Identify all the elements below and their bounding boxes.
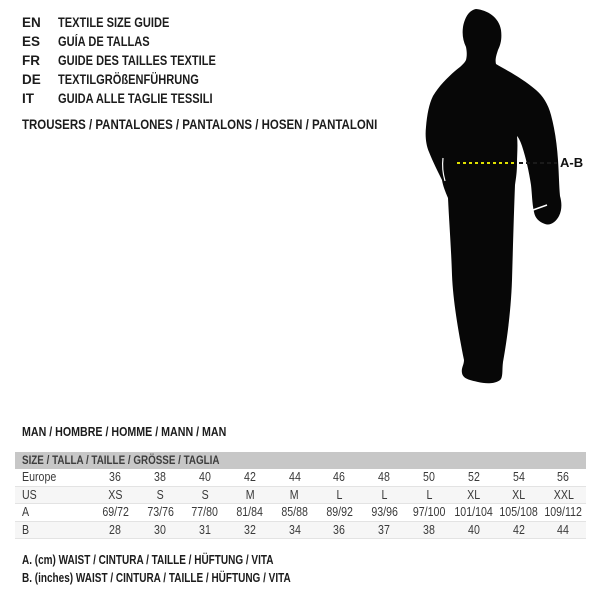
table-cell bbox=[451, 488, 496, 502]
table-cell bbox=[93, 488, 138, 502]
table-cell bbox=[272, 470, 317, 484]
table-row-label bbox=[15, 523, 93, 537]
language-code: DE bbox=[22, 72, 41, 87]
table-row-label-text: A bbox=[22, 505, 30, 520]
table-cell-text: 73/76 bbox=[146, 505, 174, 520]
language-row bbox=[22, 70, 251, 89]
table-cell-text: 32 bbox=[243, 522, 256, 537]
table-cell-text: 109/112 bbox=[544, 505, 583, 520]
table-cell-text: 28 bbox=[109, 522, 122, 537]
table-cell-text: 31 bbox=[199, 522, 211, 537]
table-cell bbox=[362, 505, 407, 519]
size-table-header bbox=[15, 452, 586, 469]
table-cell bbox=[227, 470, 272, 484]
waist-measure-line-on-body bbox=[457, 162, 517, 164]
table-cell bbox=[138, 523, 183, 537]
table-cell bbox=[138, 488, 183, 502]
measure-label: A-B bbox=[560, 155, 584, 170]
table-cell-text: M bbox=[245, 487, 255, 502]
table-cell bbox=[496, 470, 541, 484]
table-cell bbox=[272, 505, 317, 519]
table-cell bbox=[407, 523, 452, 537]
table-cell-text: 46 bbox=[333, 470, 346, 485]
table-cell bbox=[407, 470, 452, 484]
table-cell-text: XL bbox=[512, 487, 526, 502]
footnote-a bbox=[22, 553, 336, 568]
table-cell bbox=[93, 523, 138, 537]
table-cell bbox=[183, 488, 228, 502]
table-cell bbox=[317, 505, 362, 519]
table-row-label-text: Europe bbox=[22, 470, 57, 485]
language-label: TEXTILGRÖßENFÜHRUNG bbox=[58, 72, 199, 87]
table-cell-text: 40 bbox=[467, 522, 480, 537]
table-cell bbox=[362, 523, 407, 537]
size-table-rows bbox=[15, 469, 586, 539]
table-row-label bbox=[15, 470, 93, 484]
table-cell bbox=[496, 488, 541, 502]
table-cell bbox=[93, 505, 138, 519]
table-cell-text: XXL bbox=[553, 487, 574, 502]
language-row bbox=[22, 51, 251, 70]
table-cell bbox=[317, 470, 362, 484]
table-row bbox=[15, 487, 586, 505]
table-cell bbox=[138, 505, 183, 519]
table-cell-text: 34 bbox=[288, 522, 301, 537]
table-row-label-text: B bbox=[22, 522, 30, 537]
table-cell bbox=[183, 470, 228, 484]
table-cell-text: 36 bbox=[109, 470, 122, 485]
table-cell-text: 101/104 bbox=[454, 505, 494, 520]
table-cell-text: M bbox=[290, 487, 300, 502]
table-cell-text: 52 bbox=[467, 470, 480, 485]
footnote-b bbox=[22, 571, 358, 586]
table-cell bbox=[451, 523, 496, 537]
table-cell bbox=[227, 488, 272, 502]
table-cell bbox=[227, 523, 272, 537]
table-cell bbox=[451, 470, 496, 484]
table-row-label bbox=[15, 505, 93, 519]
language-row bbox=[22, 13, 251, 32]
language-code: IT bbox=[22, 91, 34, 106]
table-cell bbox=[541, 523, 586, 537]
table-cell-text: 85/88 bbox=[281, 505, 308, 520]
table-cell bbox=[541, 505, 586, 519]
category-title-text: TROUSERS / PANTALONES / PANTALONS / HOSEN / PANTALONI bbox=[22, 116, 378, 132]
table-cell-text: 40 bbox=[199, 470, 211, 485]
table-cell bbox=[362, 470, 407, 484]
table-row-label bbox=[15, 488, 93, 502]
language-label: GUIDE DES TAILLES TEXTILE bbox=[58, 53, 216, 68]
table-cell bbox=[496, 505, 541, 519]
language-label: GUIDA ALLE TAGLIE TESSILI bbox=[58, 91, 213, 106]
table-cell-text: 69/72 bbox=[102, 505, 129, 520]
table-cell-text: 93/96 bbox=[370, 505, 398, 520]
table-cell-text: L bbox=[381, 487, 388, 502]
size-table-header-text: SIZE / TALLA / TAILLE / GRÖSSE / TAGLIA bbox=[22, 453, 220, 467]
table-cell bbox=[138, 470, 183, 484]
table-cell-text: 48 bbox=[378, 470, 391, 485]
table-row bbox=[15, 504, 586, 522]
table-cell-text: 42 bbox=[243, 470, 256, 485]
language-label: GUÍA DE TALLAS bbox=[58, 34, 150, 49]
table-cell-text: 81/84 bbox=[236, 505, 264, 520]
language-code: ES bbox=[22, 34, 41, 49]
table-cell bbox=[272, 488, 317, 502]
man-silhouette-svg bbox=[390, 0, 600, 410]
language-code: FR bbox=[22, 53, 40, 68]
table-cell-text: 42 bbox=[512, 522, 525, 537]
man-silhouette-figure bbox=[390, 0, 600, 410]
table-cell-text: L bbox=[426, 487, 432, 502]
table-cell-text: 44 bbox=[288, 470, 301, 485]
table-cell bbox=[272, 523, 317, 537]
footnote-b-text: B. (inches) WAIST / CINTURA / TAILLE / HÜFTUNG / VITA bbox=[22, 571, 291, 585]
table-cell bbox=[541, 488, 586, 502]
table-cell-text: S bbox=[156, 487, 164, 502]
table-cell bbox=[496, 523, 541, 537]
table-cell-text: 54 bbox=[512, 470, 525, 485]
table-cell bbox=[407, 505, 452, 519]
footnote-a-text: A. (cm) WAIST / CINTURA / TAILLE / HÜFTUNG / VITA bbox=[22, 553, 274, 567]
table-cell-text: 38 bbox=[423, 522, 435, 537]
table-cell-text: S bbox=[201, 487, 209, 502]
table-row bbox=[15, 469, 586, 487]
table-cell bbox=[183, 523, 228, 537]
language-row bbox=[22, 32, 251, 51]
table-cell-text: XL bbox=[467, 487, 481, 502]
table-cell-text: 37 bbox=[378, 522, 391, 537]
language-row bbox=[22, 89, 251, 108]
waist-measure-line-off-body bbox=[519, 162, 557, 164]
table-cell-text: 30 bbox=[154, 522, 167, 537]
table-row bbox=[15, 522, 586, 540]
table-cell-text: 77/80 bbox=[191, 505, 219, 520]
table-cell-text: 44 bbox=[557, 522, 570, 537]
gender-title bbox=[22, 424, 271, 439]
man-silhouette-path bbox=[426, 9, 562, 383]
table-cell-text: 97/100 bbox=[412, 505, 446, 520]
table-cell-text: 105/108 bbox=[499, 505, 538, 520]
table-cell bbox=[227, 505, 272, 519]
gender-title-text: MAN / HOMBRE / HOMME / MANN / MAN bbox=[22, 424, 227, 439]
table-cell bbox=[317, 523, 362, 537]
table-cell-text: 38 bbox=[154, 470, 167, 485]
table-cell bbox=[93, 470, 138, 484]
table-cell-text: 56 bbox=[557, 470, 570, 485]
table-cell bbox=[362, 488, 407, 502]
size-table bbox=[15, 452, 586, 539]
table-cell bbox=[451, 505, 496, 519]
table-cell-text: L bbox=[336, 487, 343, 502]
language-list bbox=[22, 13, 251, 108]
table-row-label-text: US bbox=[22, 487, 37, 502]
table-cell bbox=[541, 470, 586, 484]
table-cell-text: 50 bbox=[423, 470, 435, 485]
language-code: EN bbox=[22, 15, 41, 30]
table-cell-text: XS bbox=[108, 487, 123, 502]
table-cell bbox=[317, 488, 362, 502]
language-label: TEXTILE SIZE GUIDE bbox=[58, 15, 170, 30]
table-cell-text: 89/92 bbox=[326, 505, 353, 520]
table-cell bbox=[407, 488, 452, 502]
table-cell-text: 36 bbox=[333, 522, 346, 537]
table-cell bbox=[183, 505, 228, 519]
